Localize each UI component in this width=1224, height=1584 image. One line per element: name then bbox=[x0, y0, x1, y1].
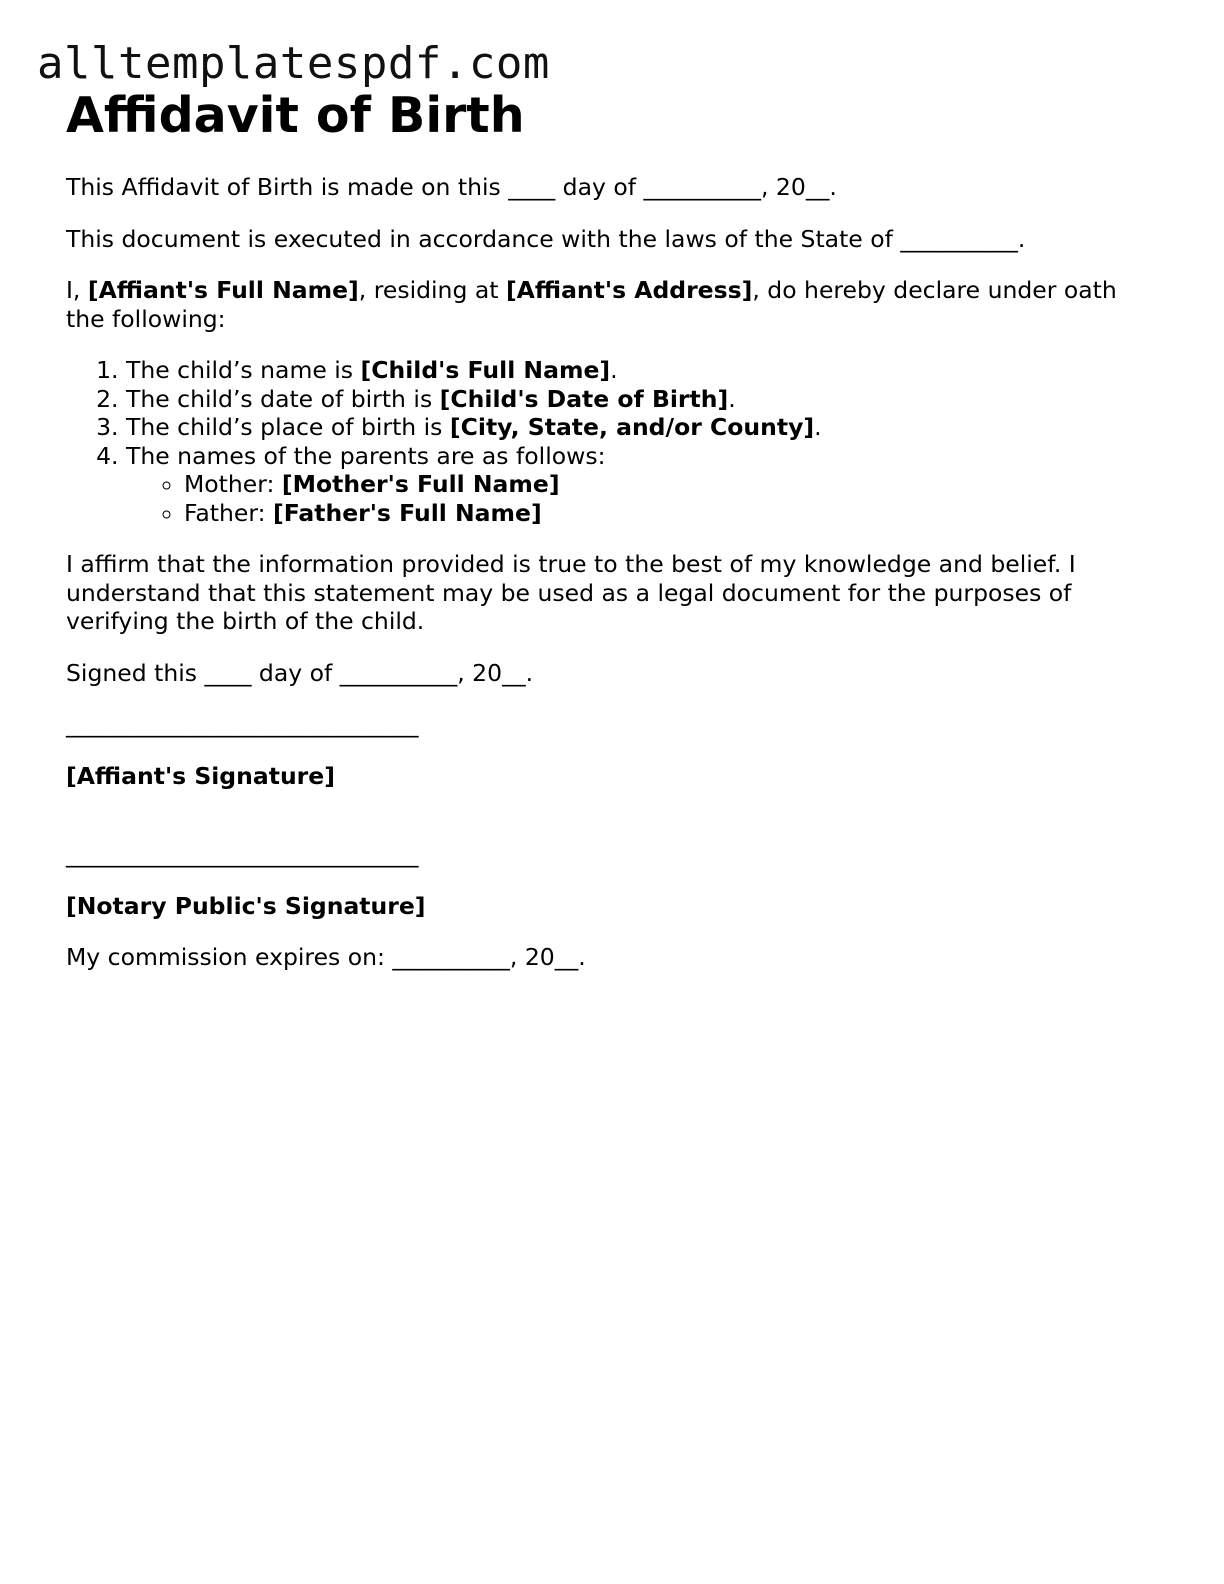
fact-end: . bbox=[814, 413, 822, 441]
father-name-field: [Father's Full Name] bbox=[272, 498, 542, 527]
fact-text: The child’s name is bbox=[126, 356, 361, 384]
list-item bbox=[126, 385, 1156, 414]
affiant-signature-line: ______________________________ bbox=[66, 710, 419, 738]
declaration-paragraph bbox=[66, 276, 1156, 333]
fact-text: The names of the parents are as follows: bbox=[126, 441, 606, 470]
affiant-signature-label: [Affiant's Signature] bbox=[66, 761, 335, 790]
child-dob-field: [Child's Date of Birth] bbox=[439, 384, 729, 413]
fact-text: The child’s date of birth is bbox=[126, 384, 440, 413]
declaration-suffix: , do hereby declare under oath the following: bbox=[66, 276, 1117, 333]
parent-label: Mother: bbox=[184, 470, 282, 498]
list-item bbox=[126, 413, 1156, 442]
list-item bbox=[126, 356, 1156, 385]
parent-label: Father: bbox=[184, 498, 273, 527]
fact-end: . bbox=[610, 356, 618, 384]
child-name-field: [Child's Full Name] bbox=[360, 356, 611, 384]
intro-made-on: This Affidavit of Birth is made on this ____ day of __________, 20__. bbox=[66, 173, 837, 201]
affirmation-paragraph: I affirm that the information provided is true to the best of my knowledge and belief. I understand that this statement may be used as a legal document for the purposes of verifying the birth of the child. bbox=[66, 550, 1076, 635]
facts-list bbox=[66, 356, 1156, 527]
notary-signature-line: ______________________________ bbox=[66, 840, 419, 868]
document-body bbox=[66, 173, 1156, 995]
intro-law-state: This document is executed in accordance with the laws of the State of __________. bbox=[66, 224, 1026, 253]
document-title: Affidavit of Birth bbox=[66, 87, 525, 144]
mother-name-field: [Mother's Full Name] bbox=[281, 470, 560, 498]
declaration-prefix: I, bbox=[66, 276, 88, 304]
watermark-text: alltemplatespdf.com bbox=[37, 38, 550, 89]
fact-text: The child’s place of birth is bbox=[126, 413, 450, 441]
list-item bbox=[184, 470, 1156, 499]
fact-end: . bbox=[728, 384, 736, 413]
birth-place-field: [City, State, and/or County] bbox=[449, 413, 815, 441]
signed-this-line: Signed this ____ day of __________, 20__. bbox=[66, 658, 534, 687]
list-item bbox=[184, 499, 1156, 528]
commission-expiry: My commission expires on: __________, 20__. bbox=[66, 943, 586, 971]
affiant-address-field: [Affiant's Address] bbox=[505, 276, 753, 304]
affiant-name-field: [Affiant's Full Name] bbox=[87, 276, 359, 304]
notary-signature-label: [Notary Public's Signature] bbox=[66, 891, 426, 920]
declaration-residing: , residing at bbox=[358, 276, 506, 304]
list-item bbox=[126, 442, 1156, 528]
parents-list bbox=[126, 470, 1156, 527]
